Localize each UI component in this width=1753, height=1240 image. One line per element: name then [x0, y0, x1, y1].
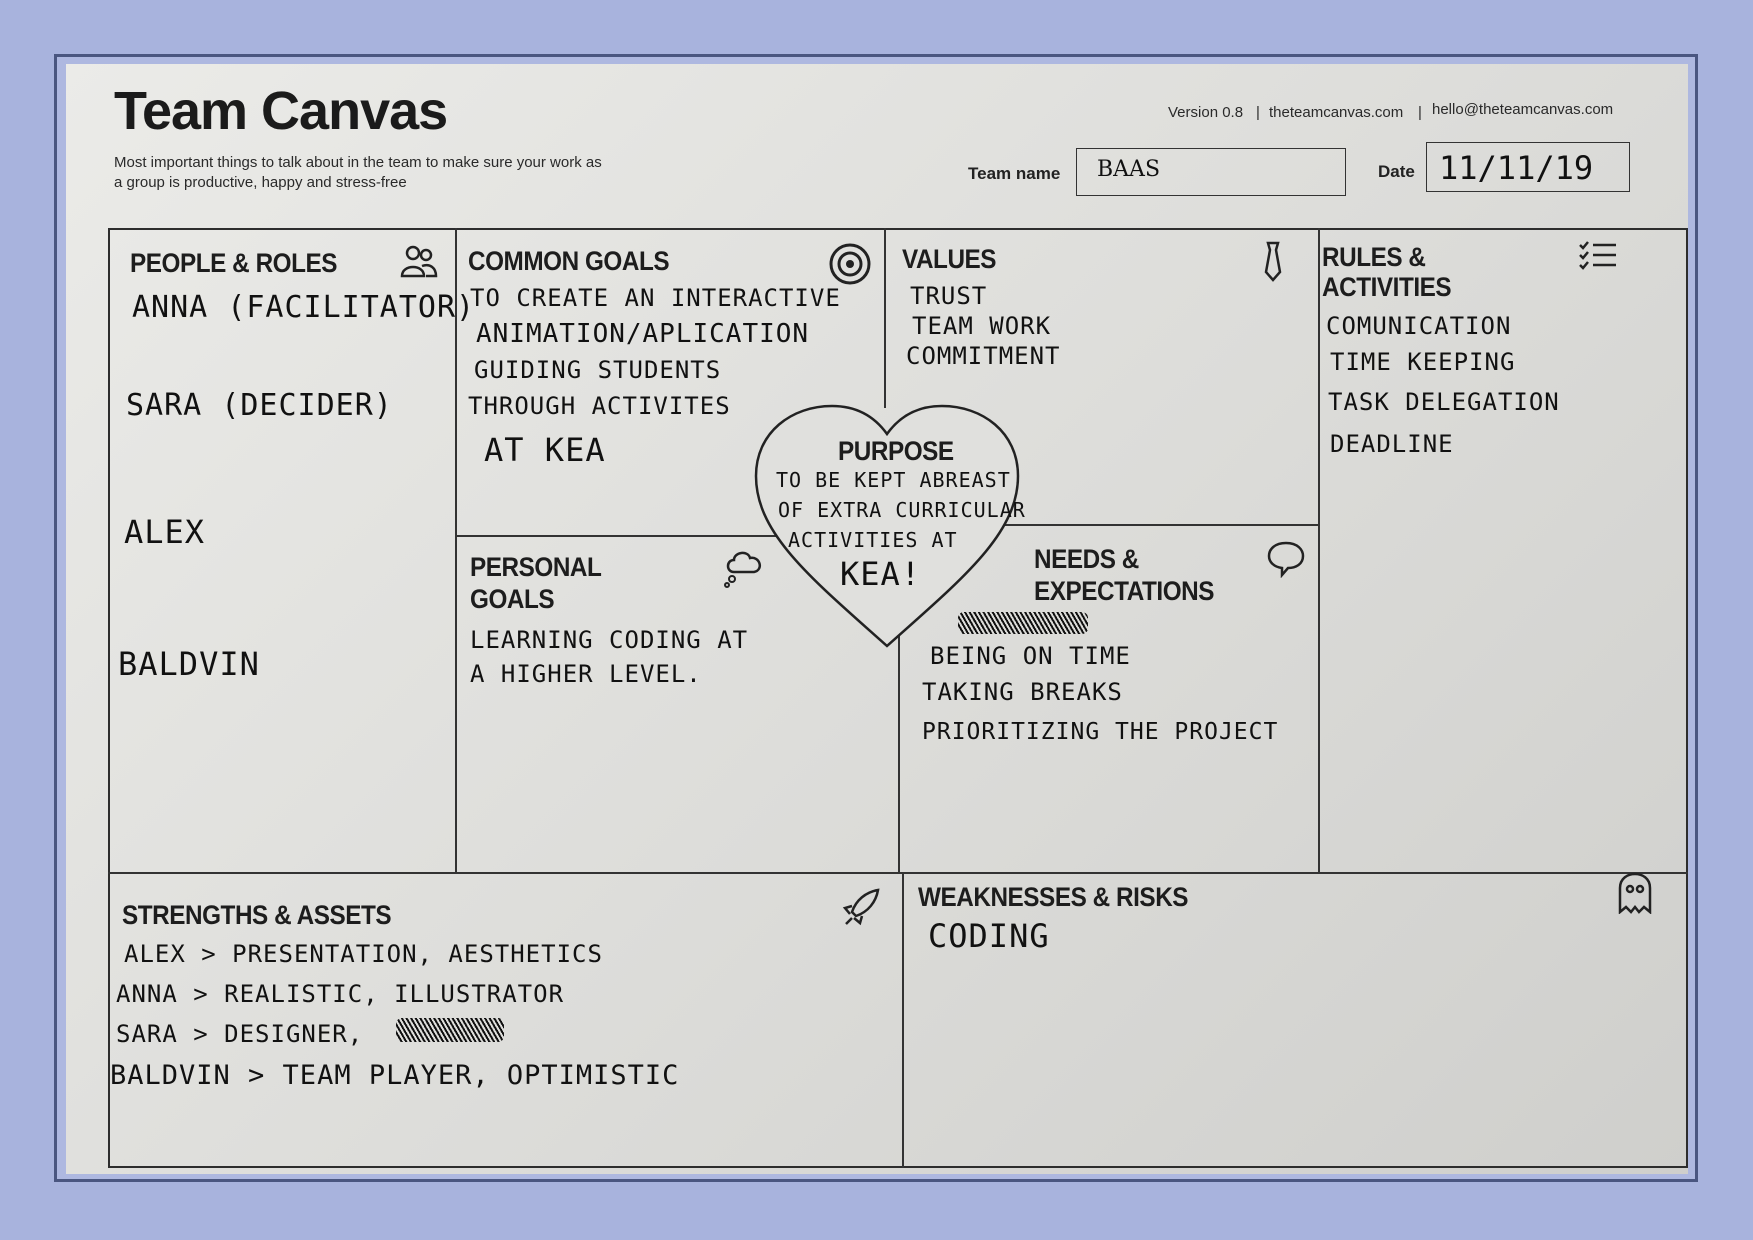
- meta-divider: |: [1418, 104, 1422, 121]
- weaknesses-heading: WEAKNESSES & RISKS: [918, 882, 1189, 912]
- meta-divider: |: [1256, 104, 1260, 121]
- need-line: TAKING BREAKS: [922, 678, 1123, 706]
- strength-line: SARA > DESIGNER,: [116, 1020, 364, 1048]
- tie-icon: [1260, 240, 1286, 282]
- checklist-icon: [1578, 240, 1618, 270]
- date-field[interactable]: 11/11/19: [1426, 142, 1630, 192]
- rule-line: DEADLINE: [1330, 430, 1454, 458]
- website-text: theteamcanvas.com: [1269, 104, 1404, 121]
- scribbled-out-text: [396, 1018, 504, 1042]
- target-icon: [828, 242, 872, 286]
- purpose-heading: PURPOSE: [838, 436, 954, 466]
- row-divider: [990, 524, 1318, 526]
- ghost-icon: [1616, 872, 1654, 914]
- needs-heading-line1: NEEDS &: [1034, 544, 1139, 574]
- common-goal-line: GUIDING STUDENTS: [474, 356, 722, 384]
- rule-line: TASK DELEGATION: [1328, 388, 1560, 416]
- column-divider: [898, 620, 900, 872]
- value-line: COMMITMENT: [906, 342, 1061, 370]
- email-text: hello@theteamcanvas.com: [1432, 101, 1614, 118]
- common-goals-heading: COMMON GOALS: [468, 246, 670, 276]
- page-subtitle: Most important things to talk about in the team to make sure your work as a group is productive, happy and stress-free: [114, 154, 602, 191]
- value-line: TEAM WORK: [912, 312, 1052, 340]
- column-divider: [884, 228, 886, 408]
- personal-goals-heading-line2: GOALS: [470, 584, 555, 614]
- need-line: PRIORITIZING THE PROJECT: [922, 719, 1279, 745]
- common-goal-line: ANIMATION/APLICATION: [476, 319, 810, 349]
- rule-line: TIME KEEPING: [1330, 348, 1516, 376]
- purpose-line: TO BE KEPT ABREAST: [776, 468, 1011, 492]
- needs-heading-line2: EXPECTATIONS: [1034, 576, 1215, 606]
- purpose-line: OF EXTRA CURRICULAR: [778, 498, 1026, 522]
- rules-heading-line1: RULES &: [1322, 242, 1426, 272]
- row-divider: [455, 535, 795, 537]
- value-line: TRUST: [910, 282, 988, 310]
- page-title: Team Canvas: [114, 81, 448, 141]
- team-name-field[interactable]: BAAS: [1076, 148, 1346, 196]
- column-divider: [1318, 228, 1320, 872]
- bottom-row-divider: [108, 872, 1688, 874]
- rule-line: COMUNICATION: [1326, 312, 1512, 340]
- person-entry: ALEX: [124, 513, 206, 551]
- date-label: Date: [1378, 162, 1415, 181]
- strength-line: ALEX > PRESENTATION, AESTHETICS: [124, 940, 603, 968]
- weakness-line: CODING: [928, 917, 1050, 955]
- people-roles-heading: PEOPLE & ROLES: [130, 248, 338, 278]
- strengths-heading: STRENGTHS & ASSETS: [122, 900, 392, 930]
- scribbled-out-text: [958, 612, 1088, 634]
- strength-line: BALDVIN > TEAM PLAYER, OPTIMISTIC: [110, 1060, 680, 1091]
- person-entry: ANNA (FACILITATOR): [132, 290, 476, 325]
- common-goal-line: THROUGH ACTIVITES: [468, 392, 731, 420]
- rules-heading-line2: ACTIVITIES: [1322, 272, 1452, 302]
- version-text: Version 0.8: [1168, 104, 1244, 121]
- person-entry: SARA (DECIDER): [126, 388, 393, 423]
- thought-bubble-icon: [722, 548, 766, 588]
- column-divider: [902, 872, 904, 1168]
- personal-goal-line: LEARNING CODING AT: [470, 626, 749, 654]
- team-name-label: Team name: [968, 164, 1061, 183]
- rocket-icon: [840, 886, 882, 928]
- values-heading: VALUES: [902, 244, 997, 274]
- common-goal-line: AT KEA: [484, 431, 606, 469]
- person-entry: BALDVIN: [118, 645, 260, 683]
- common-goal-line: TO CREATE AN INTERACTIVE: [470, 284, 841, 312]
- speech-bubble-icon: [1266, 540, 1306, 578]
- people-icon: [400, 244, 438, 278]
- strength-line: ANNA > REALISTIC, ILLUSTRATOR: [116, 980, 565, 1008]
- purpose-line: KEA!: [840, 555, 922, 593]
- need-line: BEING ON TIME: [930, 642, 1131, 670]
- personal-goal-line: A HIGHER LEVEL.: [470, 660, 702, 688]
- personal-goals-heading-line1: PERSONAL: [470, 552, 602, 582]
- purpose-line: ACTIVITIES AT: [788, 528, 958, 552]
